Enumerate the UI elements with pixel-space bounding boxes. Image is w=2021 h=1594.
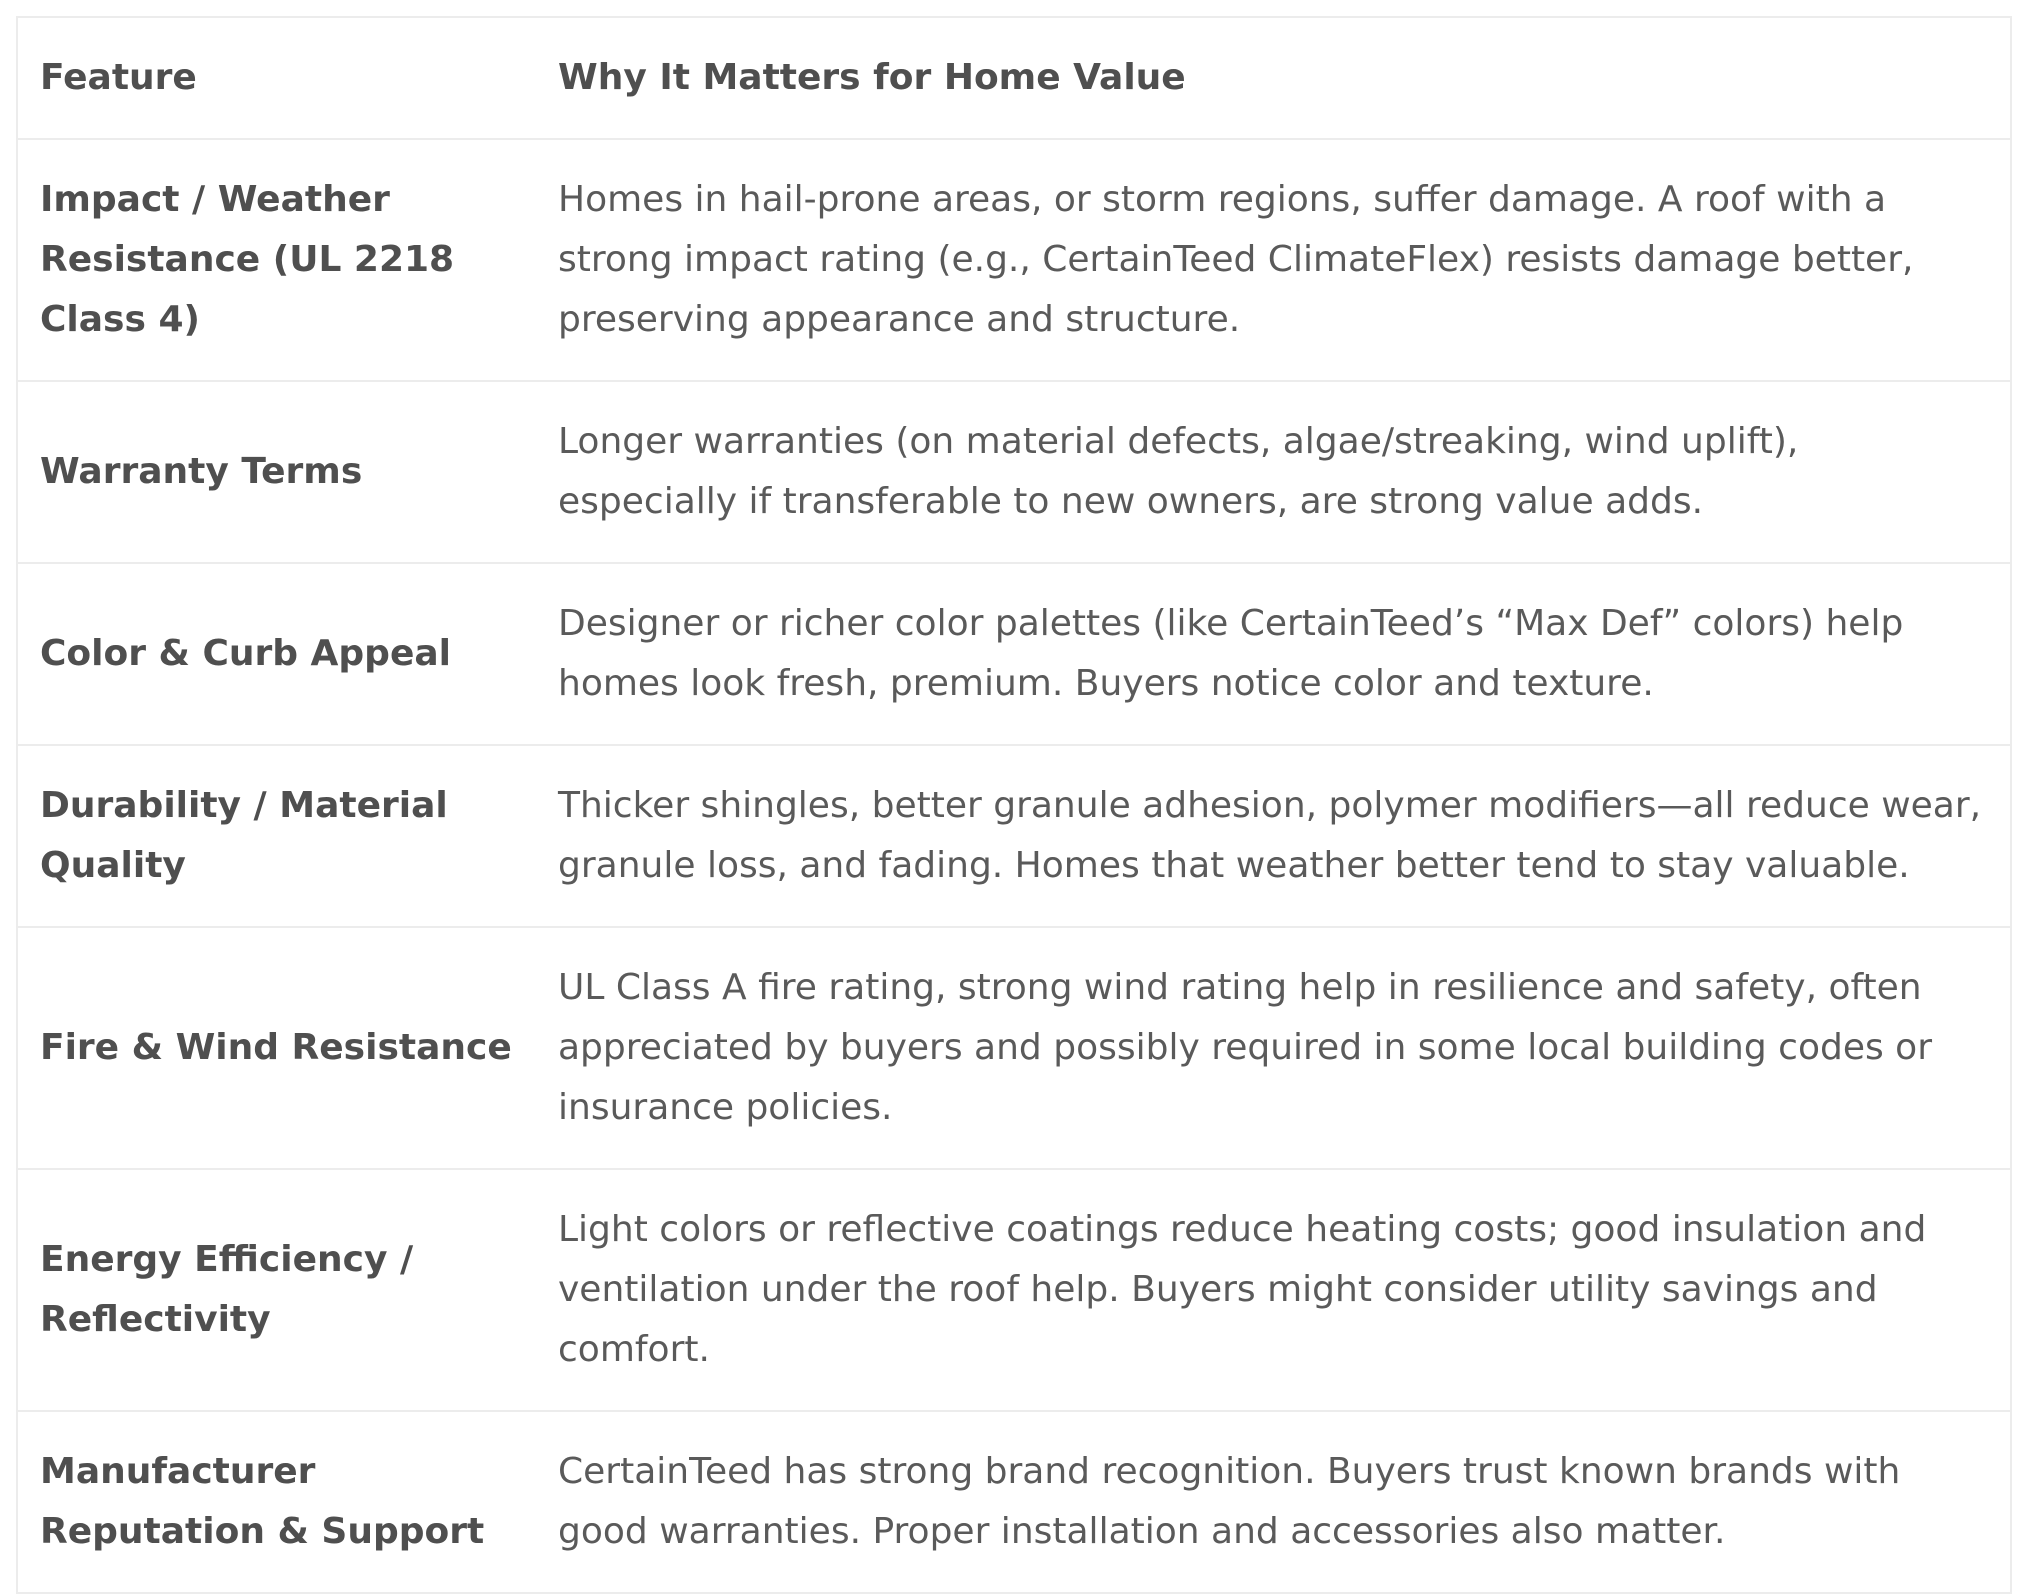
header-why: Why It Matters for Home Value: [536, 18, 2010, 139]
why-cell: Longer warranties (on material defects, algae/streaking, wind uplift), especially if transferable to new owners, are strong value adds.: [536, 381, 2010, 563]
table-row: [18, 927, 2010, 1169]
table-row: [18, 1169, 2010, 1411]
table-row: [18, 563, 2010, 745]
header-row: [18, 18, 2010, 139]
why-cell: Designer or richer color palettes (like CertainTeed’s “Max Def” colors) help homes look fresh, premium. Buyers notice color and texture.: [536, 563, 2010, 745]
why-cell: CertainTeed has strong brand recognition. Buyers trust known brands with good warranties. Proper installation and accessories also matter.: [558, 1451, 1901, 1552]
header-feature: Feature: [18, 18, 536, 139]
feature-cell: Fire & Wind Resistance: [18, 927, 536, 1169]
feature-cell: Durability / Material Quality: [18, 745, 536, 927]
table-header: [18, 18, 2010, 139]
feature-cell: Impact / Weather Resistance (UL 2218 Class 4): [18, 139, 536, 381]
feature-table-container: [16, 16, 2012, 1594]
table-body: [18, 139, 2010, 1592]
feature-cell: Color & Curb Appeal: [18, 563, 536, 745]
why-cell: Thicker shingles, better granule adhesion, polymer modifiers—all reduce wear, granule loss, and fading. Homes that weather better tend to stay valuable.: [536, 745, 2010, 927]
feature-table: [18, 18, 2010, 1592]
feature-cell: Warranty Terms: [18, 381, 536, 563]
feature-cell: Manufacturer Reputation & Support: [40, 1451, 485, 1552]
why-cell: Light colors or reflective coatings reduce heating costs; good insulation and ventilation under the roof help. Buyers might consider utility savings and comfort.: [536, 1169, 2010, 1411]
table-row: [18, 1411, 2010, 1592]
why-cell: UL Class A fire rating, strong wind rating help in resilience and safety, often appreciated by buyers and possibly required in some local building codes or insurance policies.: [536, 927, 2010, 1169]
table-row: [18, 745, 2010, 927]
table-row: [18, 381, 2010, 563]
table-row: [18, 139, 2010, 381]
why-cell: Homes in hail-prone areas, or storm regions, suffer damage. A roof with a strong impact rating (e.g., CertainTeed ClimateFlex) resists damage better, preserving appearance and structure.: [536, 139, 2010, 381]
feature-cell: Energy Efficiency / Reflectivity: [18, 1169, 536, 1411]
